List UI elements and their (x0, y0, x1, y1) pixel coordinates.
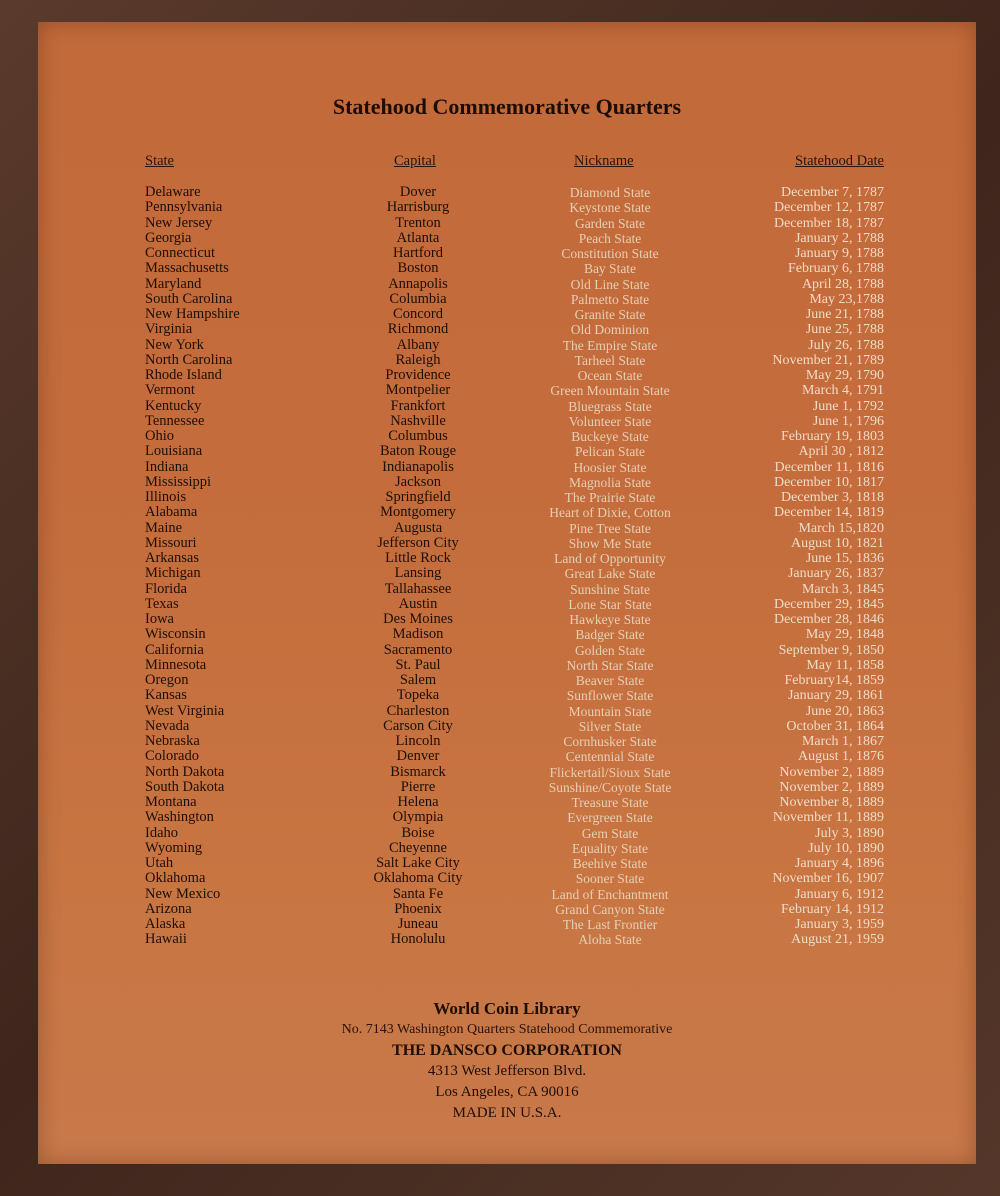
product-line: No. 7143 Washington Quarters Statehood Commemorative (341, 1022, 673, 1037)
capital-name: Salt Lake City (376, 855, 460, 871)
capital-name: Boston (397, 260, 439, 277)
table-row (38, 841, 976, 856)
publisher-footer (38, 998, 976, 1124)
capital-name: Austin (398, 595, 438, 612)
state-nickname: Flickertail/Sioux State (549, 764, 671, 780)
capital-name: Baton Rouge (379, 443, 457, 460)
table-row (38, 566, 976, 581)
state-nickname: Badger State (575, 627, 645, 643)
table-row (38, 826, 976, 841)
state-name: New Mexico (145, 885, 221, 902)
state-name: Georgia (145, 229, 192, 246)
table-row (38, 536, 976, 551)
state-name: Connecticut (145, 245, 216, 261)
capital-name: Concord (393, 306, 443, 322)
state-name: Wisconsin (145, 626, 206, 643)
state-name: Washington (145, 809, 214, 826)
state-nickname: Grand Canyon State (555, 901, 665, 917)
statehood-date: March 4, 1791 (801, 383, 884, 399)
capital-name: Providence (385, 367, 451, 383)
capital-name: Salem (399, 672, 437, 688)
statehood-date: June 15, 1836 (805, 551, 884, 566)
state-name: North Dakota (145, 763, 225, 780)
state-nickname: Bluegrass State (568, 398, 652, 414)
state-name: Illinois (145, 489, 187, 505)
state-nickname: Garden State (574, 215, 646, 231)
table-row (38, 490, 976, 505)
statehood-date: November 8, 1889 (779, 795, 884, 810)
table-row (38, 810, 976, 825)
statehood-date: July 26, 1788 (808, 337, 884, 353)
state-nickname: Pine Tree State (569, 520, 651, 536)
state-name: Florida (145, 580, 187, 597)
statehood-date: January 6, 1912 (794, 886, 884, 902)
table-row (38, 597, 976, 612)
statehood-date: May 29, 1848 (805, 627, 884, 643)
statehood-date: December 29, 1845 (773, 596, 884, 612)
capital-name: Helena (397, 794, 439, 810)
statehood-date: December 10, 1817 (773, 474, 884, 490)
state-nickname: Heart of Dixie, Cotton (549, 505, 671, 521)
state-name: New Hampshire (145, 306, 240, 322)
state-nickname: Equality State (571, 840, 649, 856)
capital-name: Jackson (395, 473, 441, 490)
capital-name: Denver (396, 748, 440, 765)
table-row (38, 399, 976, 414)
statehood-date: November 21, 1789 (772, 352, 884, 368)
statehood-date: January 26, 1837 (787, 566, 884, 582)
page-title: Statehood Commemorative Quarters (332, 94, 682, 119)
table-row (38, 200, 976, 215)
state-name: Kansas (145, 687, 187, 704)
statehood-date: January 29, 1861 (787, 688, 884, 704)
statehood-date: February14, 1859 (784, 673, 884, 688)
capital-name: Columbus (388, 428, 448, 444)
statehood-date: May 29, 1790 (805, 368, 884, 383)
state-name: North Carolina (145, 351, 233, 368)
table-row (38, 871, 976, 886)
capital-name: Tallahassee (384, 580, 452, 597)
table-row (38, 322, 976, 337)
state-nickname: Gem State (581, 825, 639, 841)
state-name: Tennessee (145, 412, 205, 429)
state-nickname: Constitution State (561, 246, 659, 261)
table-row (38, 505, 976, 520)
statehood-date: May 11, 1858 (806, 657, 884, 673)
statehood-date: February 19, 1803 (780, 429, 884, 444)
capital-name: Raleigh (395, 351, 441, 368)
table-row (38, 338, 976, 353)
street-address: 4313 West Jefferson Blvd. (427, 1063, 587, 1079)
statehood-date: October 31, 1864 (786, 718, 884, 734)
capital-name: Albany (396, 336, 440, 353)
table-row (38, 765, 976, 780)
statehood-date: January 4, 1896 (794, 856, 884, 871)
state-name: Indiana (145, 458, 189, 475)
statehood-date: December 11, 1816 (774, 459, 884, 475)
capital-name: Augusta (393, 519, 443, 536)
state-nickname: Diamond State (569, 185, 651, 200)
table-row (38, 749, 976, 764)
header-nickname: Nickname (574, 153, 634, 169)
library-name: World Coin Library (433, 999, 581, 1018)
state-nickname: Old Dominion (570, 322, 650, 338)
table-row (38, 368, 976, 383)
table-row (38, 185, 976, 200)
state-nickname: Tarheel State (574, 352, 646, 368)
capital-name: Montgomery (380, 504, 456, 521)
statehood-date: July 10, 1890 (808, 840, 884, 856)
state-nickname: Show Me State (568, 535, 652, 551)
state-name: New York (145, 336, 204, 353)
statehood-date: July 3, 1890 (815, 825, 884, 841)
state-nickname: Beehive State (572, 856, 648, 871)
table-row (38, 261, 976, 276)
state-nickname: Bay State (583, 261, 637, 277)
capital-name: Sacramento (383, 641, 453, 658)
state-name: Arkansas (145, 550, 199, 566)
state-name: Maryland (145, 275, 202, 292)
table-row (38, 902, 976, 917)
capital-name: Richmond (387, 321, 449, 338)
state-name: Arizona (145, 900, 192, 917)
table-row (38, 780, 976, 795)
state-nickname: Granite State (574, 307, 646, 322)
statehood-date: June 25, 1788 (805, 322, 884, 338)
capital-name: Annapolis (388, 275, 448, 292)
state-name: Ohio (145, 428, 174, 444)
table-row (38, 643, 976, 658)
statehood-date: June 1, 1792 (812, 398, 884, 414)
state-nickname: Buckeye State (571, 429, 649, 444)
table-row (38, 612, 976, 627)
state-name: New Jersey (145, 214, 213, 231)
state-nickname: Cornhusker State (563, 734, 657, 749)
table-row (38, 582, 976, 597)
state-name: Montana (145, 794, 197, 810)
state-nickname: Land of Opportunity (554, 551, 666, 566)
table-row (38, 917, 976, 932)
statehood-date: December 12, 1787 (773, 200, 884, 216)
capital-name: Bismarck (390, 763, 446, 780)
table-row (38, 734, 976, 749)
capital-name: Little Rock (385, 550, 451, 566)
capital-name: Carson City (383, 717, 453, 734)
state-nickname: Keystone State (569, 200, 651, 216)
state-nickname: Peach State (578, 230, 642, 246)
statehood-date: August 1, 1876 (798, 749, 884, 765)
capital-name: Cheyenne (389, 839, 447, 856)
statehood-date: December 28, 1846 (773, 612, 884, 627)
state-name: Nebraska (145, 733, 200, 749)
table-row (38, 292, 976, 307)
statehood-date: March 1, 1867 (801, 734, 884, 749)
table-row (38, 719, 976, 734)
statehood-date: February 14, 1912 (780, 901, 884, 917)
statehood-date: May 23,1788 (809, 291, 884, 307)
statehood-date: August 21, 1959 (791, 932, 884, 948)
state-nickname: Aloha State (578, 932, 642, 948)
state-name: Texas (145, 595, 179, 612)
state-name: Delaware (145, 184, 201, 200)
statehood-date: November 11, 1889 (772, 810, 884, 826)
state-name: South Dakota (145, 778, 225, 795)
capital-name: St. Paul (395, 656, 441, 673)
capital-name: Boise (401, 824, 435, 841)
table-row (38, 383, 976, 398)
table-row (38, 856, 976, 871)
state-name: Oklahoma (145, 870, 206, 887)
table-row (38, 231, 976, 246)
capital-name: Lincoln (395, 733, 441, 749)
state-name: Nevada (145, 717, 190, 734)
statehood-date: June 21, 1788 (805, 307, 884, 322)
state-name: Vermont (145, 382, 195, 399)
state-nickname: North Star State (566, 657, 654, 673)
state-nickname: Evergreen State (567, 810, 653, 826)
capital-name: Phoenix (394, 900, 442, 917)
statehood-date: June 20, 1863 (805, 703, 884, 719)
state-nickname: Pelican State (574, 444, 646, 460)
capital-name: Lansing (394, 565, 442, 582)
table-row (38, 475, 976, 490)
statehood-date: January 9, 1788 (794, 246, 884, 261)
statehood-date: January 2, 1788 (794, 230, 884, 246)
capital-name: Dover (399, 184, 437, 200)
state-name: Wyoming (145, 839, 203, 856)
state-nickname: Palmetto State (570, 291, 650, 307)
table-row (38, 414, 976, 429)
table-row (38, 429, 976, 444)
capital-name: Nashville (390, 412, 446, 429)
table-row (38, 460, 976, 475)
statehood-date: December 18, 1787 (773, 215, 884, 231)
state-name: Alaska (145, 916, 186, 932)
capital-name: Oklahoma City (373, 870, 463, 887)
table-row (38, 704, 976, 719)
state-name: Iowa (145, 611, 174, 627)
state-name: Louisiana (145, 443, 203, 460)
capital-name: Olympia (392, 809, 444, 826)
header-statehood-date: Statehood Date (795, 153, 884, 169)
table-row (38, 444, 976, 459)
state-name: Alabama (145, 504, 198, 521)
capital-name: Frankfort (390, 397, 446, 414)
state-name: Maine (145, 519, 183, 536)
state-nickname: Green Mountain State (550, 383, 670, 399)
capital-name: Trenton (395, 214, 441, 231)
statehood-date: November 2, 1889 (779, 779, 884, 795)
state-nickname: The Last Frontier (562, 917, 658, 932)
statehood-date: March 3, 1845 (801, 581, 884, 597)
table-row (38, 353, 976, 368)
state-name: Minnesota (145, 656, 207, 673)
capital-name: Pierre (400, 778, 436, 795)
state-nickname: Hawkeye State (569, 612, 651, 627)
state-nickname: Sunflower State (566, 688, 654, 704)
capital-name: Charleston (386, 702, 450, 719)
statehood-date: August 10, 1821 (791, 535, 884, 551)
table-row (38, 658, 976, 673)
state-nickname: Great Lake State (564, 566, 656, 582)
capital-name: Harrisburg (386, 199, 450, 216)
capital-name: Springfield (385, 489, 451, 505)
state-nickname: Volunteer State (568, 413, 652, 429)
statehood-date: April 28, 1788 (801, 276, 884, 292)
state-name: Massachusetts (145, 260, 229, 277)
state-nickname: Lone Star State (568, 596, 652, 612)
state-name: Missouri (145, 534, 197, 551)
state-name: Colorado (145, 748, 199, 765)
state-nickname: Old Line State (570, 276, 650, 292)
statehood-date: December 14, 1819 (773, 505, 884, 521)
states-table (38, 185, 976, 948)
statehood-date: June 1, 1796 (812, 413, 884, 429)
statehood-date: January 3, 1959 (794, 917, 884, 932)
state-name: Idaho (145, 824, 179, 841)
state-name: Oregon (145, 672, 189, 688)
statehood-date: December 3, 1818 (780, 490, 884, 505)
state-nickname: Land of Enchantment (551, 886, 669, 902)
capital-name: Honolulu (390, 931, 446, 948)
statehood-date: September 9, 1850 (778, 642, 884, 658)
state-name: Michigan (145, 565, 201, 582)
state-nickname: Silver State (578, 718, 642, 734)
capital-name: Des Moines (383, 611, 453, 627)
capital-name: Montpelier (385, 382, 451, 399)
table-row (38, 521, 976, 536)
statehood-date: March 15,1820 (798, 520, 884, 536)
state-nickname: Ocean State (577, 368, 643, 383)
state-name: California (145, 641, 204, 658)
table-row (38, 795, 976, 810)
capital-name: Atlanta (396, 229, 440, 246)
state-name: Hawaii (145, 931, 187, 948)
header-state: State (145, 153, 174, 169)
statehood-date: November 16, 1907 (772, 871, 884, 887)
state-nickname: The Empire State (562, 337, 658, 353)
state-name: Pennsylvania (145, 199, 223, 216)
state-nickname: The Prairie State (564, 490, 656, 505)
state-name: Virginia (145, 321, 193, 338)
state-nickname: Mountain State (568, 703, 652, 719)
state-nickname: Hoosier State (573, 459, 647, 475)
state-name: Mississippi (145, 473, 212, 490)
capital-name: Jefferson City (377, 534, 459, 551)
state-name: Utah (145, 855, 174, 871)
state-nickname: Sooner State (575, 871, 645, 887)
header-capital: Capital (394, 153, 436, 169)
city-address: Los Angeles, CA 90016 (435, 1084, 579, 1100)
table-row (38, 887, 976, 902)
state-nickname: Magnolia State (568, 474, 652, 490)
table-row (38, 627, 976, 642)
made-in: MADE IN U.S.A. (452, 1105, 562, 1121)
state-nickname: Sunshine/Coyote State (548, 779, 672, 795)
table-row (38, 216, 976, 231)
statehood-date: November 2, 1889 (779, 764, 884, 780)
statehood-date: December 7, 1787 (780, 185, 884, 200)
state-nickname: Beaver State (575, 673, 645, 688)
state-nickname: Treasure State (571, 795, 649, 810)
table-row (38, 688, 976, 703)
table-row (38, 307, 976, 322)
table-row (38, 551, 976, 566)
capital-name: Topeka (396, 687, 440, 704)
capital-name: Hartford (393, 245, 443, 261)
table-row (38, 277, 976, 292)
statehood-date: April 30 , 1812 (798, 444, 884, 460)
state-name: Kentucky (145, 397, 202, 414)
state-name: Rhode Island (145, 367, 222, 383)
capital-name: Madison (392, 626, 444, 643)
state-nickname: Sunshine State (570, 581, 650, 597)
capital-name: Santa Fe (392, 885, 444, 902)
capital-name: Indianapolis (382, 458, 454, 475)
table-row (38, 932, 976, 947)
capital-name: Columbia (389, 290, 447, 307)
state-nickname: Centennial State (565, 749, 655, 765)
company-name: THE DANSCO CORPORATION (392, 1042, 622, 1059)
statehood-date: February 6, 1788 (787, 261, 884, 277)
capital-name: Juneau (397, 916, 439, 932)
state-name: South Carolina (145, 290, 233, 307)
state-nickname: Golden State (574, 642, 646, 658)
state-name: West Virginia (145, 702, 225, 719)
table-row (38, 246, 976, 261)
album-page (38, 22, 976, 1164)
table-row (38, 673, 976, 688)
